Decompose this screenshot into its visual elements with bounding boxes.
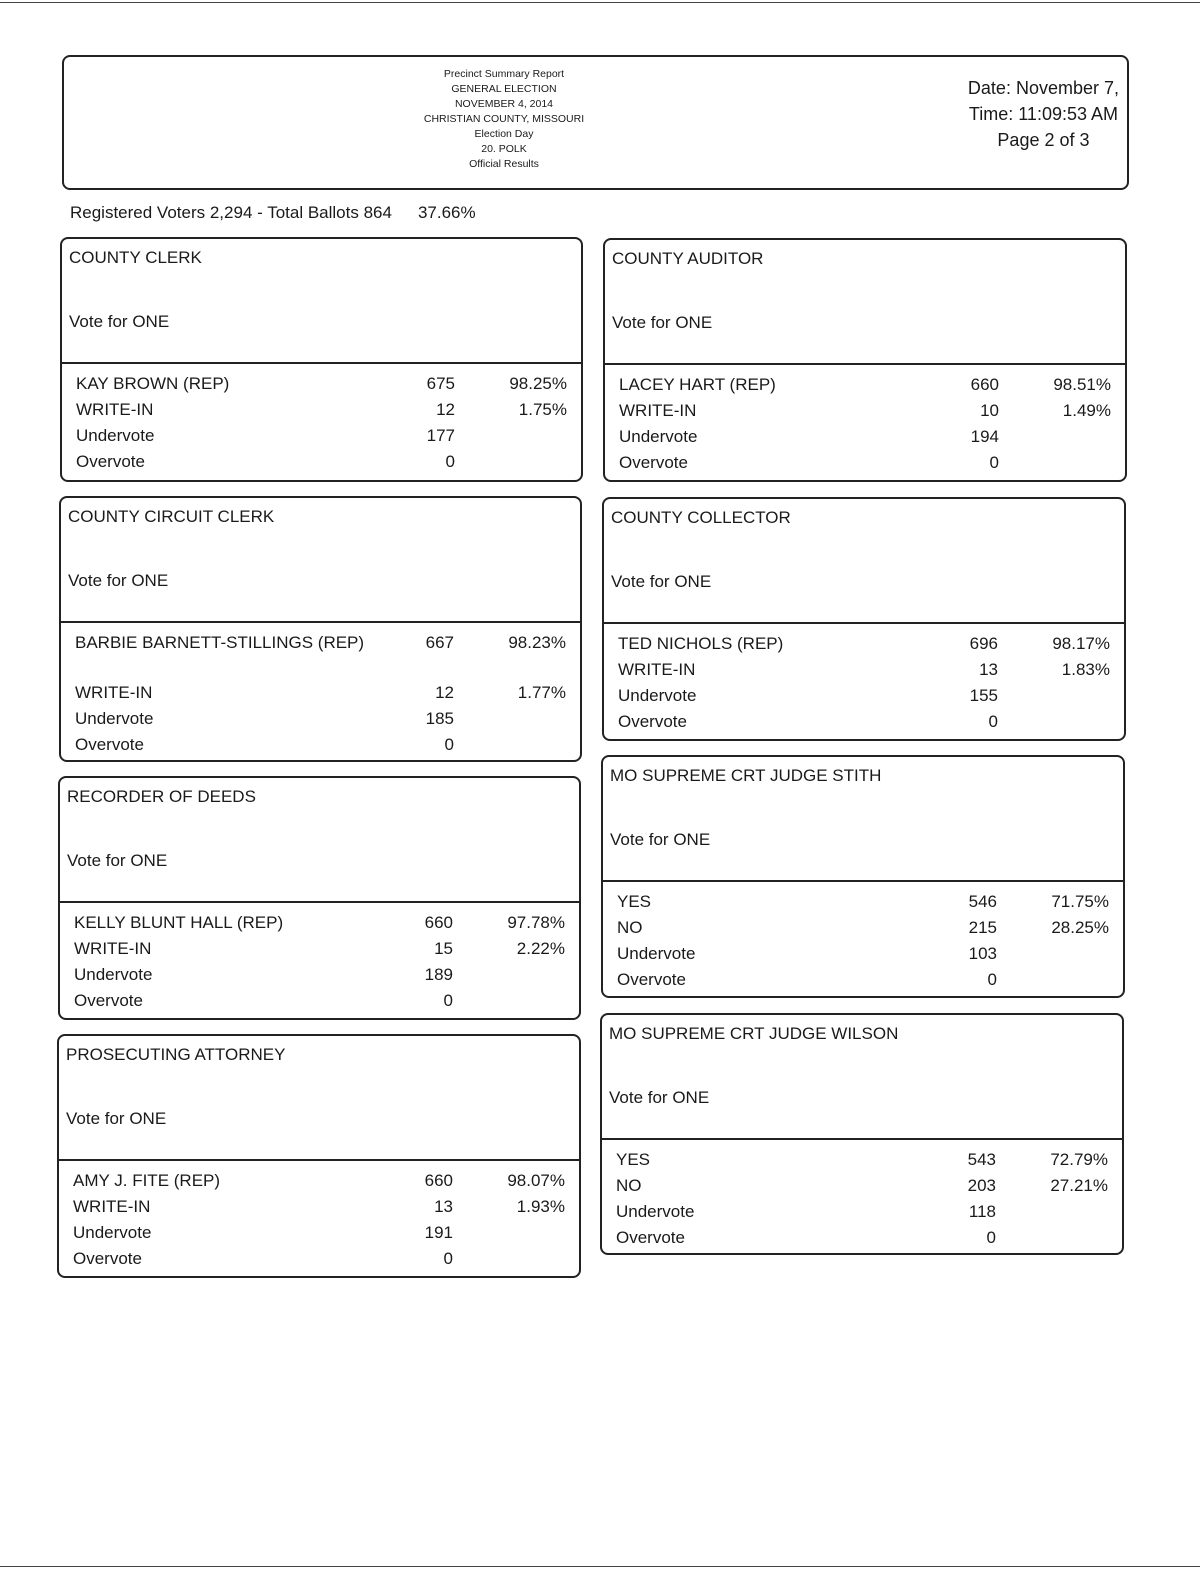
vote-count: 103 [968,944,997,963]
race-title: RECORDER OF DEEDS [67,787,256,806]
result-rows [617,889,1109,993]
race-title: COUNTY COLLECTOR [611,508,791,527]
candidate-name: WRITE-IN [74,939,152,958]
vote-count: 0 [443,991,453,1010]
vote-percent: 27.21% [1050,1176,1108,1195]
race-divider [602,1138,1122,1140]
candidate-name: KELLY BLUNT HALL (REP) [74,913,284,932]
candidate-name: Overvote [75,735,144,754]
candidate-name: YES [617,892,652,911]
ballot-type: Election Day [474,128,534,140]
result-row [75,630,566,680]
race-box [59,496,582,762]
race-divider [62,362,581,364]
result-rows [618,631,1110,735]
vote-count: 118 [968,1202,996,1221]
vote-count: 0 [444,735,454,754]
report-date: Date: November 7, [967,78,1119,98]
vote-for-label: Vote for ONE [611,572,712,591]
result-row [73,1220,565,1246]
result-row [616,1147,1108,1173]
candidate-name: WRITE-IN [73,1197,151,1216]
result-row [75,706,566,732]
race-title: COUNTY CIRCUIT CLERK [68,507,275,526]
candidate-name: Overvote [619,453,688,472]
result-rows [76,371,567,475]
race-title: MO SUPREME CRT JUDGE WILSON [609,1024,899,1043]
vote-for-label: Vote for ONE [610,830,711,849]
candidate-name: WRITE-IN [75,683,153,702]
turnout-text: Registered Voters 2,294 - Total Ballots 864 [70,203,392,222]
vote-for-label: Vote for ONE [69,312,170,331]
vote-percent: 98.23% [508,633,566,652]
top-rule [0,2,1200,3]
vote-count: 155 [969,686,998,705]
result-row [618,709,1110,735]
candidate-name: WRITE-IN [618,660,696,679]
vote-percent: 1.77% [517,683,566,702]
vote-count: 0 [443,1249,453,1268]
bottom-rule [0,1566,1200,1567]
vote-count: 194 [970,427,999,446]
result-row [74,988,565,1014]
vote-percent: 98.51% [1053,375,1111,394]
vote-count: 546 [968,892,997,911]
vote-count: 13 [979,660,998,679]
result-row [76,449,567,475]
vote-for-label: Vote for ONE [612,313,713,332]
result-rows [619,372,1111,476]
vote-percent: 1.75% [518,400,567,419]
vote-count: 696 [969,634,998,653]
result-row [617,889,1109,915]
vote-count: 543 [967,1150,996,1169]
result-row [73,1246,565,1272]
vote-count: 215 [968,918,997,937]
candidate-name: LACEY HART (REP) [619,375,776,394]
result-row [617,967,1109,993]
race-box [602,497,1126,741]
candidate-name: Undervote [75,709,154,728]
result-row [616,1173,1108,1199]
race-box [58,776,581,1020]
vote-count: 185 [425,709,454,728]
vote-count: 189 [424,965,453,984]
result-row [619,450,1111,476]
result-row [617,941,1109,967]
result-row [617,915,1109,941]
vote-count: 203 [967,1176,996,1195]
race-divider [61,621,580,623]
result-row [618,631,1110,657]
precinct-name: 20. POLK [481,143,527,155]
result-row [616,1199,1108,1225]
candidate-name: YES [616,1150,651,1169]
race-divider [603,880,1123,882]
vote-for-label: Vote for ONE [66,1109,167,1128]
race-box [601,755,1125,998]
report-title: Precinct Summary Report [443,68,565,80]
result-row [76,397,567,423]
race-box [603,238,1127,482]
candidate-name: KAY BROWN (REP) [76,374,230,393]
results-status: Official Results [469,158,539,170]
vote-for-label: Vote for ONE [609,1088,710,1107]
result-row [75,732,566,758]
result-row [74,962,565,988]
candidate-name: AMY J. FITE (REP) [73,1171,221,1190]
result-row [619,398,1111,424]
candidate-name: Overvote [618,712,687,731]
result-row [619,424,1111,450]
vote-percent: 28.25% [1051,918,1109,937]
result-rows [73,1168,565,1272]
vote-count: 12 [436,400,455,419]
county-name: CHRISTIAN COUNTY, MISSOURI [423,113,585,125]
vote-count: 15 [434,939,453,958]
result-row [618,683,1110,709]
vote-count: 675 [426,374,455,393]
result-rows [74,910,565,1014]
vote-percent: 98.25% [509,374,567,393]
vote-count: 0 [988,712,998,731]
candidate-name: Undervote [616,1202,695,1221]
vote-count: 0 [987,970,997,989]
result-rows [616,1147,1108,1251]
vote-percent: 1.93% [516,1197,565,1216]
candidate-name: Overvote [76,452,145,471]
report-time: Time: 11:09:53 AM [968,104,1118,124]
vote-count: 0 [445,452,455,471]
candidate-name: Undervote [73,1223,152,1242]
page-number: Page 2 of 3 [997,130,1090,150]
report-meta [968,75,1119,153]
vote-percent: 72.79% [1050,1150,1108,1169]
result-row [618,657,1110,683]
report-header [62,55,1129,190]
result-row [76,423,567,449]
vote-count: 0 [989,453,999,472]
result-row [74,910,565,936]
race-title: COUNTY CLERK [69,248,202,267]
result-row [73,1168,565,1194]
race-title: MO SUPREME CRT JUDGE STITH [610,766,882,785]
candidate-name: Undervote [619,427,698,446]
vote-percent: 97.78% [507,913,565,932]
result-row [616,1225,1108,1251]
vote-for-label: Vote for ONE [68,571,169,590]
report-title-block [364,67,644,172]
candidate-name: Undervote [617,944,696,963]
vote-percent: 98.17% [1052,634,1110,653]
candidate-name: NO [617,918,643,937]
election-name: GENERAL ELECTION [451,83,557,95]
race-title: PROSECUTING ATTORNEY [66,1045,286,1064]
candidate-name: BARBIE BARNETT-STILLINGS (REP) [75,633,365,652]
vote-percent: 2.22% [516,939,565,958]
candidate-name: TED NICHOLS (REP) [618,634,784,653]
candidate-name: Undervote [76,426,155,445]
vote-count: 0 [986,1228,996,1247]
vote-percent: 98.07% [507,1171,565,1190]
vote-percent: 1.49% [1062,401,1111,420]
result-row [76,371,567,397]
vote-count: 177 [426,426,455,445]
race-box [60,237,583,482]
vote-count: 667 [425,633,454,652]
vote-count: 660 [424,1171,453,1190]
vote-percent: 71.75% [1051,892,1109,911]
candidate-name: Undervote [74,965,153,984]
race-box [57,1034,581,1278]
vote-percent: 1.83% [1061,660,1110,679]
result-row [619,372,1111,398]
turnout-summary [70,203,476,223]
race-divider [605,363,1125,365]
vote-count: 660 [424,913,453,932]
result-row [75,680,566,706]
race-box [600,1013,1124,1255]
vote-count: 13 [434,1197,453,1216]
race-divider [604,622,1124,624]
turnout-percent: 37.66% [417,203,476,222]
candidate-name: Undervote [618,686,697,705]
race-title: COUNTY AUDITOR [612,249,764,268]
election-date: NOVEMBER 4, 2014 [454,98,554,110]
result-rows [75,630,566,758]
result-row [73,1194,565,1220]
vote-count: 12 [435,683,454,702]
vote-count: 10 [980,401,999,420]
vote-count: 660 [970,375,999,394]
vote-for-label: Vote for ONE [67,851,168,870]
race-divider [60,901,579,903]
candidate-name: Overvote [616,1228,685,1247]
race-divider [59,1159,579,1161]
candidate-name: Overvote [617,970,686,989]
candidate-name: Overvote [74,991,143,1010]
result-row [74,936,565,962]
candidate-name: WRITE-IN [76,400,154,419]
vote-count: 191 [424,1223,453,1242]
candidate-name: Overvote [73,1249,142,1268]
candidate-name: WRITE-IN [619,401,697,420]
candidate-name: NO [616,1176,642,1195]
